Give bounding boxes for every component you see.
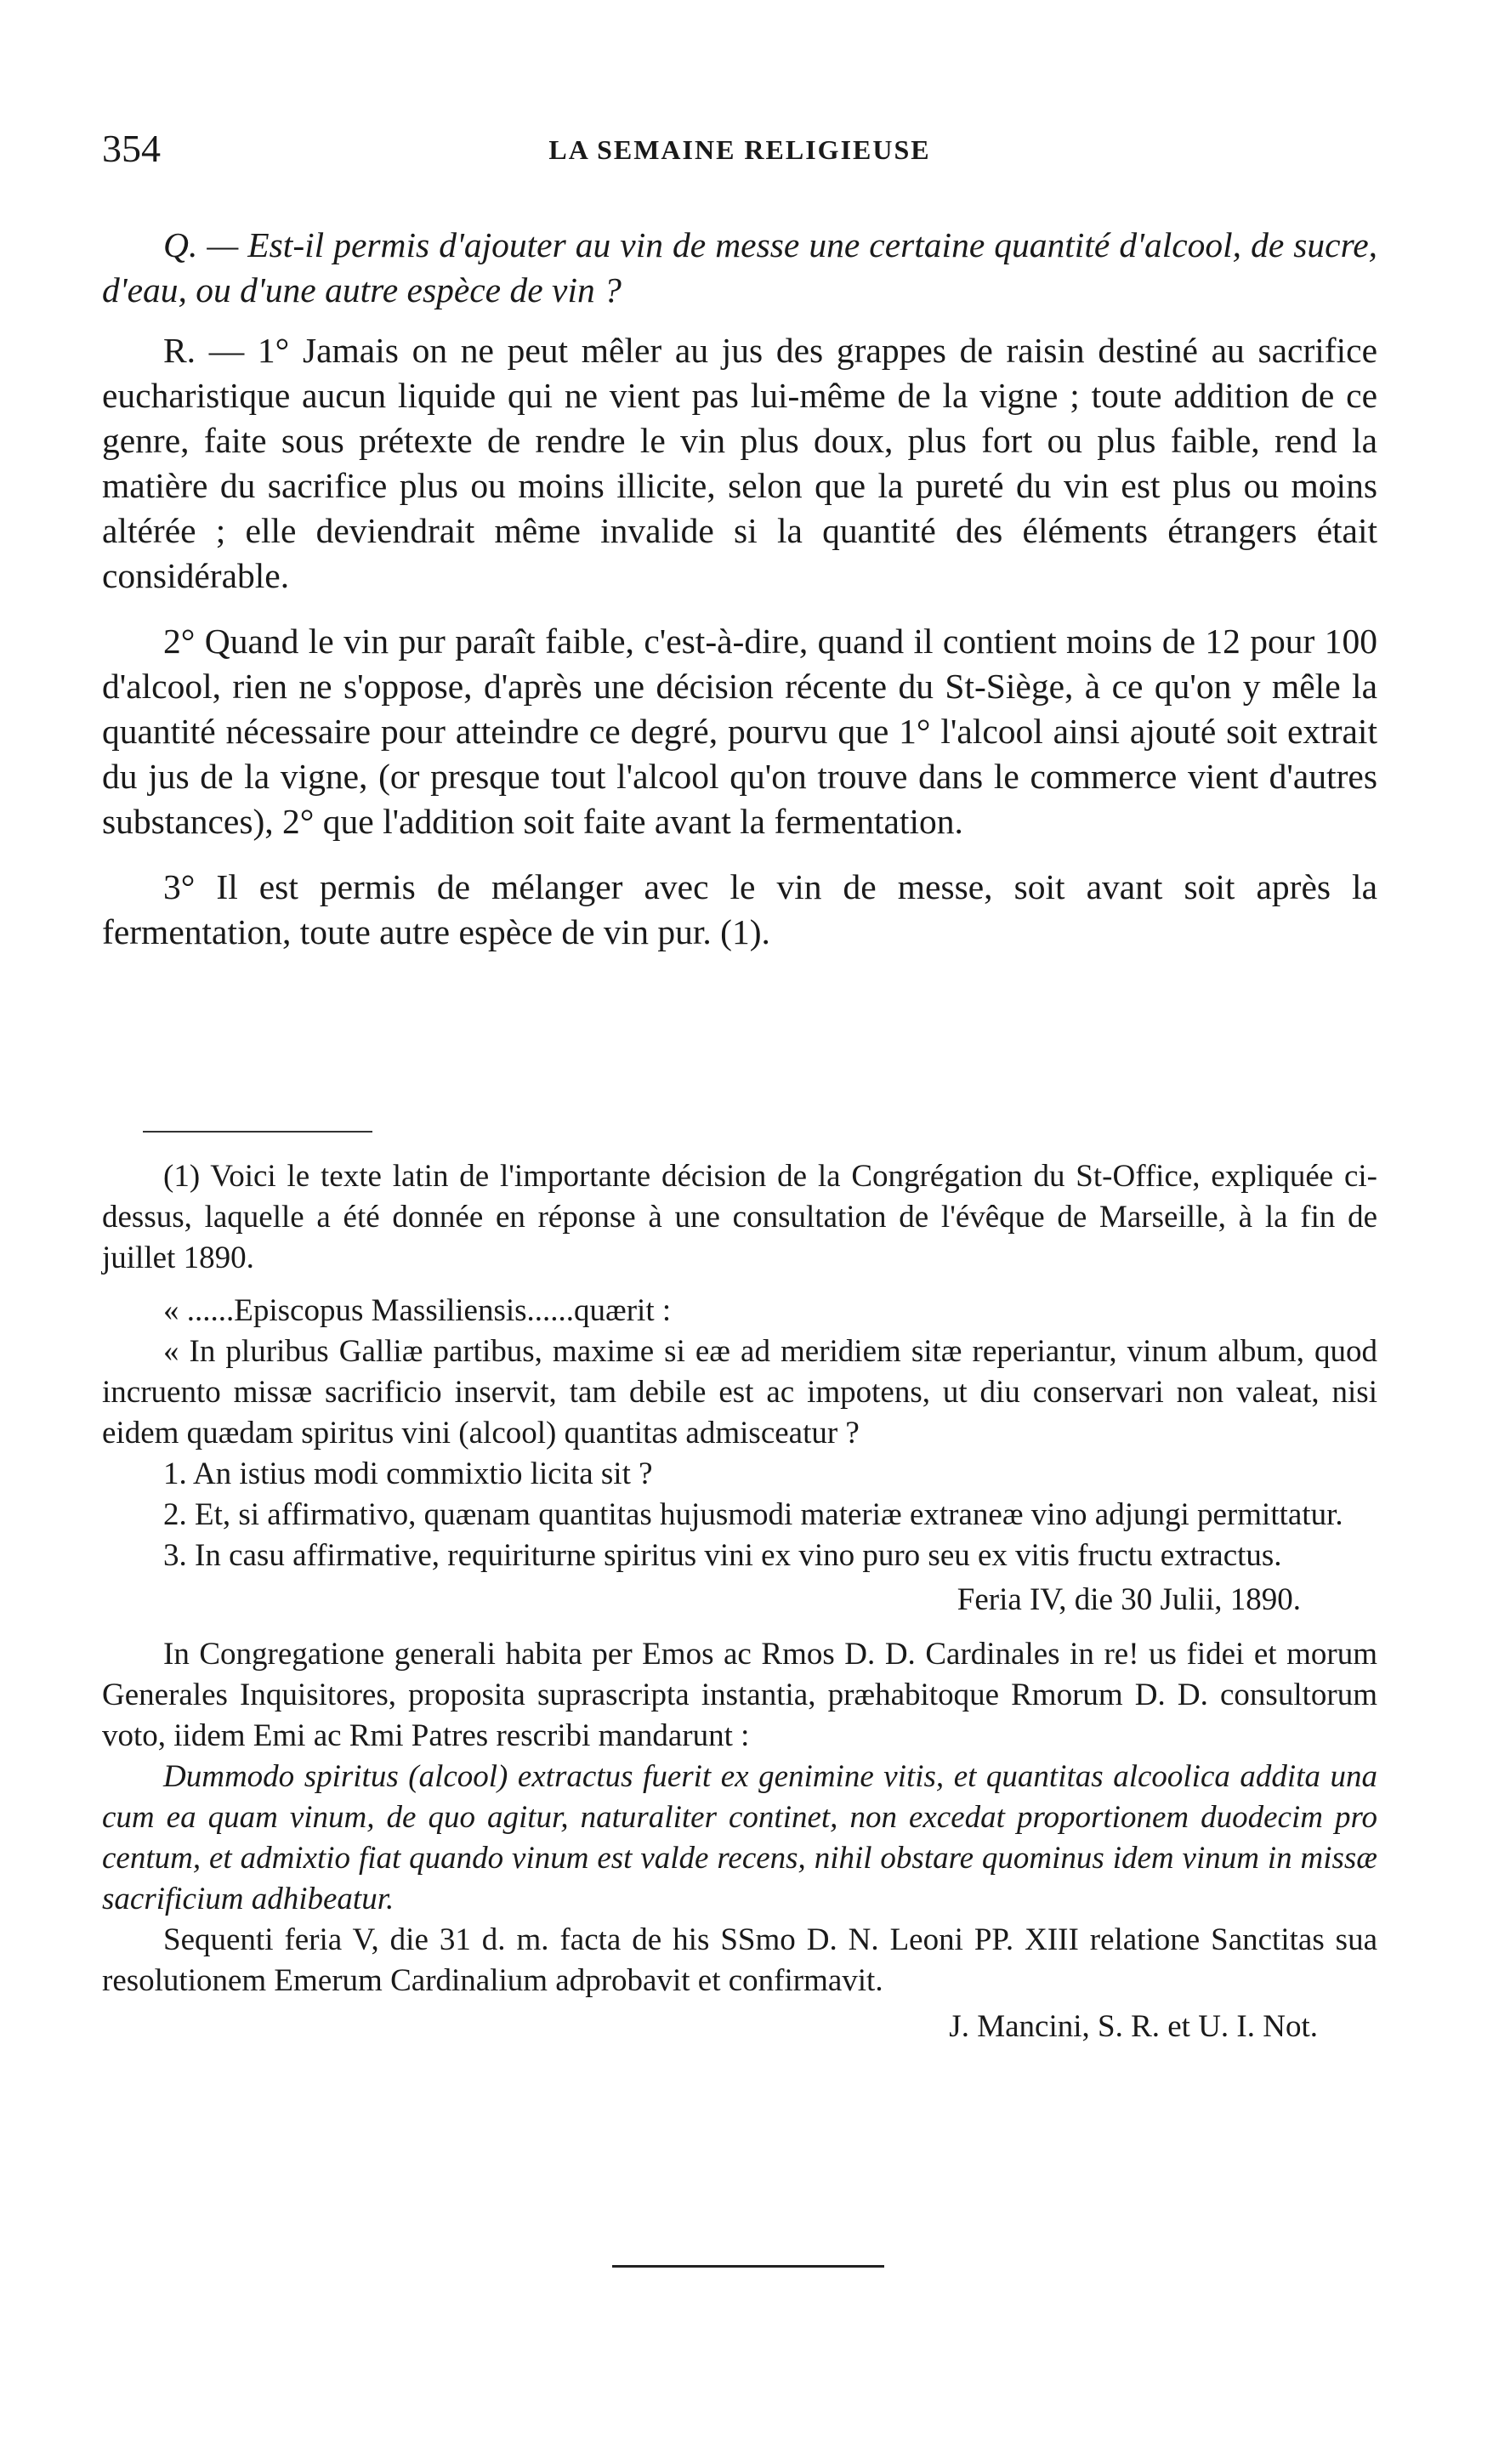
footnote-question: « In pluribus Galliæ partibus, maxime si eæ ad meridiem sitæ reperiantur, vinum album, quod incruento missæ sacrificio inservit, tam debile est ac impotens, ut diu conservari non valeat, nisi eidem quædam spiritus vini (alcool) quantitas admisceatur ?	[102, 1334, 1377, 1451]
footnote-approval: Sequenti feria V, die 31 d. m. facta de his SSmo D. N. Leoni PP. XIII relatione Sanctitas sua resolutionem Emerum Cardinalium adprobavit et confirmavit.	[102, 1922, 1377, 1998]
footnote-congregation: In Congregatione generali habita per Emos ac Rmos D. D. Cardinales in re! us fidei et morum Generales Inquisitores, proposita suprascripta instantia, præhabitoque Rmorum D. D. consultorum voto, iidem Emi ac Rmi Patres rescribi mandarunt :	[102, 1637, 1377, 1753]
footnote-divider	[143, 1131, 372, 1133]
answer-paragraph-3: 3° Il est permis de mélanger avec le vin de messe, soit avant soit après la fermentation, toute autre espèce de vin pur. (1).	[102, 867, 1377, 951]
end-divider	[612, 2265, 884, 2268]
footnote-intro: (1) Voici le texte latin de l'importante décision de la Congrégation du St-Office, expliquée ci-dessus, laquelle a été donnée en réponse à une consultation de l'évêque de Marseille, à la fin de juillet 1890.	[102, 1159, 1377, 1275]
footnote-item-3: 3. In casu affirmative, requiriturne spiritus vini ex vino puro seu ex vitis fructu extractus.	[163, 1538, 1282, 1573]
page-number: 354	[102, 127, 161, 170]
footnote-signature: J. Mancini, S. R. et U. I. Not.	[949, 2009, 1318, 2044]
main-text	[102, 223, 1377, 975]
footnote	[102, 1156, 1377, 2047]
answer-paragraph-2: 2° Quand le vin pur paraît faible, c'est-à-dire, quand il contient moins de 12 pour 100 d'alcool, rien ne s'oppose, d'après une décision récente du St-Siège, à ce qu'on y mêle la quantité nécessaire pour atteindre ce degré, pourvu que 1° l'alcool ainsi ajouté soit extrait du jus de la vigne, (or presque tout l'alcool qu'on trouve dans le commerce vient d'autres substances), 2° que l'addition soit faite avant la fermentation.	[102, 622, 1377, 841]
footnote-item-1: 1. An istius modi commixtio licita sit ?	[163, 1456, 653, 1491]
answer-paragraph-1: R. — 1° Jamais on ne peut mêler au jus des grappes de raisin destiné au sacrifice eucharistique aucun liquide qui ne vient pas lui-même de la vigne ; toute addition de ce genre, faite sous prétexte de rendre le vin plus doux, plus fort ou plus faible, rend la matière du sacrifice plus ou moins illicite, selon que la pureté du vin est plus ou moins altérée ; elle deviendrait même invalide si la quantité des éléments étrangers était considérable.	[102, 331, 1377, 595]
footnote-episcopus: « ......Episcopus Massiliensis......quærit :	[163, 1293, 672, 1328]
question-paragraph: Q. — Est-il permis d'ajouter au vin de messe une certaine quantité d'alcool, de sucre, d'eau, ou d'une autre espèce de vin ?	[102, 225, 1377, 309]
footnote-item-2: 2. Et, si affirmativo, quænam quantitas hujusmodi materiæ extraneæ vino adjungi permittatur.	[163, 1497, 1343, 1532]
running-title: LA SEMAINE RELIGIEUSE	[548, 134, 931, 165]
page-header	[102, 126, 1377, 177]
footnote-dateline: Feria IV, die 30 Julii, 1890.	[957, 1582, 1301, 1617]
footnote-decision: Dummodo spiritus (alcool) extractus fuerit ex genimine vitis, et quantitas alcoolica addita una cum ea quam vinum, de quo agitur, naturaliter continet, non excedat proportionem duodecim pro centum, et admixtio fiat quando vinum est valde recens, nihil obstare quominus idem vinum in missæ sacrificium adhibeatur.	[102, 1759, 1377, 1916]
